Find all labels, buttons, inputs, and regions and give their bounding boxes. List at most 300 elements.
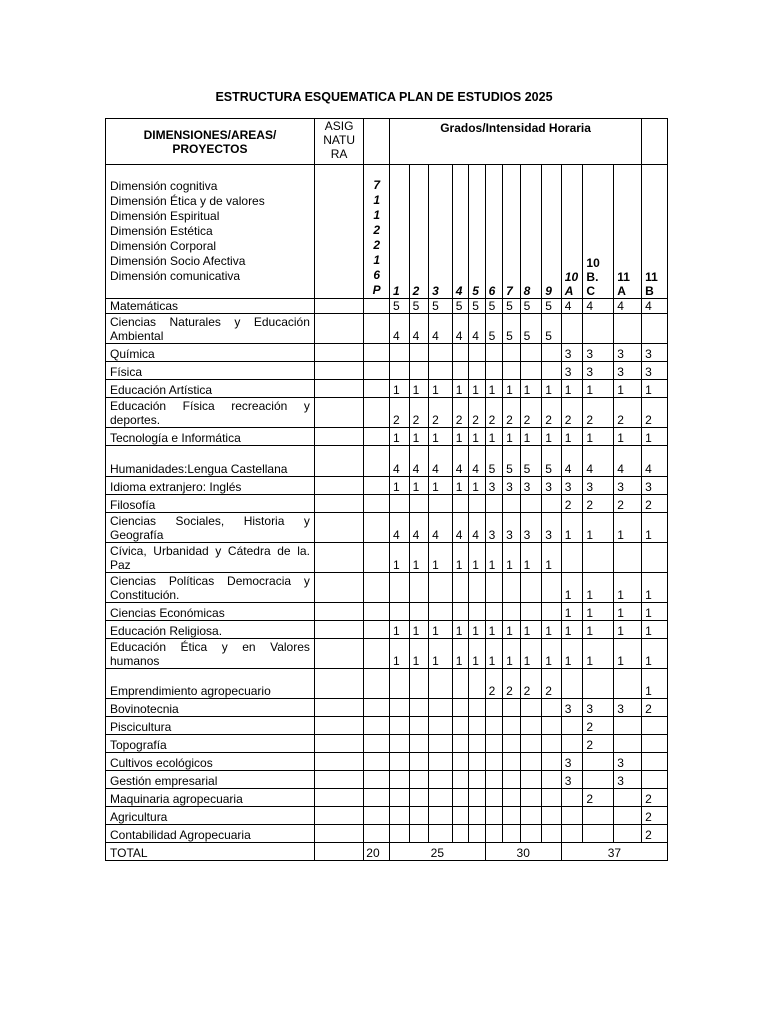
empty-cell — [314, 669, 363, 699]
area-name: Física — [106, 362, 315, 380]
hours-cell — [520, 735, 542, 753]
table-row — [106, 344, 668, 362]
area-name: Ciencias Naturales y Educación Ambiental — [106, 314, 315, 344]
hours-cell: 1 — [561, 573, 583, 603]
area-name: Educación Religiosa. — [106, 621, 315, 639]
hours-cell: 5 — [520, 299, 542, 314]
empty-cell — [364, 771, 390, 789]
hours-cell — [409, 825, 429, 843]
grade-label-part: B. — [586, 270, 599, 284]
hours-cell: 3 — [520, 477, 542, 495]
total-label: TOTAL — [106, 843, 315, 861]
hours-cell — [469, 789, 485, 807]
total-media: 37 — [561, 843, 667, 861]
hours-cell — [409, 717, 429, 735]
hours-cell — [390, 699, 410, 717]
hours-cell: 1 — [469, 639, 485, 669]
hours-cell — [503, 753, 520, 771]
hours-cell — [542, 699, 562, 717]
hours-cell: 1 — [452, 543, 468, 573]
hours-cell — [429, 753, 453, 771]
hours-cell — [542, 753, 562, 771]
hours-cell: 2 — [561, 398, 583, 428]
hours-cell: 2 — [614, 398, 642, 428]
hours-cell: 1 — [561, 639, 583, 669]
header-asignatura-line: ASIG — [324, 119, 354, 133]
empty-cell — [314, 621, 363, 639]
hours-cell: 5 — [520, 314, 542, 344]
empty-cell — [314, 825, 363, 843]
hours-cell — [503, 344, 520, 362]
hours-cell — [583, 753, 614, 771]
area-name: Gestión empresarial — [106, 771, 315, 789]
hours-cell: 1 — [390, 621, 410, 639]
area-name: Emprendimiento agropecuario — [106, 669, 315, 699]
hours-cell: 1 — [520, 380, 542, 398]
hours-cell: 1 — [561, 380, 583, 398]
hours-cell: 4 — [583, 299, 614, 314]
hours-cell — [485, 807, 502, 825]
hours-cell: 1 — [452, 428, 468, 446]
grade-label — [429, 165, 453, 299]
hours-cell: 2 — [583, 717, 614, 735]
hours-cell: 2 — [503, 398, 520, 428]
hours-cell: 1 — [429, 380, 453, 398]
table-row — [106, 362, 668, 380]
hours-cell — [409, 771, 429, 789]
empty-cell — [364, 621, 390, 639]
hours-cell: 1 — [542, 543, 562, 573]
hours-cell: 1 — [583, 513, 614, 543]
hours-cell — [542, 573, 562, 603]
hours-cell — [642, 314, 668, 344]
hours-cell — [390, 344, 410, 362]
hours-cell: 1 — [583, 380, 614, 398]
hours-cell — [452, 669, 468, 699]
hours-cell — [542, 789, 562, 807]
hours-cell: 1 — [503, 543, 520, 573]
hours-cell — [429, 603, 453, 621]
hours-cell: 4 — [390, 446, 410, 477]
hours-cell — [583, 543, 614, 573]
empty-cell — [364, 495, 390, 513]
empty-cell — [314, 771, 363, 789]
hours-cell — [469, 753, 485, 771]
hours-cell: 4 — [469, 314, 485, 344]
hours-cell — [520, 603, 542, 621]
hours-cell: 3 — [542, 477, 562, 495]
hours-cell: 4 — [583, 446, 614, 477]
hours-cell — [561, 807, 583, 825]
dimension-item: Dimensión Ética y de valores — [110, 194, 265, 208]
grade-label-part: 6 — [488, 284, 496, 298]
empty-cell — [364, 807, 390, 825]
hours-cell — [409, 495, 429, 513]
empty-cell — [314, 807, 363, 825]
hours-cell — [542, 717, 562, 735]
hours-cell — [583, 314, 614, 344]
empty-cell — [314, 573, 363, 603]
hours-cell — [429, 789, 453, 807]
grade-label — [583, 165, 614, 299]
table-row — [106, 825, 668, 843]
hours-cell: 4 — [614, 446, 642, 477]
hours-cell: 3 — [542, 513, 562, 543]
hours-cell — [561, 789, 583, 807]
hours-cell: 1 — [520, 543, 542, 573]
hours-cell — [561, 543, 583, 573]
hours-cell — [390, 717, 410, 735]
hours-cell: 3 — [485, 513, 502, 543]
area-name: Contabilidad Agropecuaria — [106, 825, 315, 843]
table-row — [106, 603, 668, 621]
empty-cell — [364, 398, 390, 428]
hours-cell — [390, 603, 410, 621]
hours-cell: 3 — [614, 362, 642, 380]
area-name: Topografía — [106, 735, 315, 753]
hours-cell: 1 — [520, 639, 542, 669]
hours-cell: 3 — [520, 513, 542, 543]
hours-cell: 4 — [409, 446, 429, 477]
hours-cell: 1 — [452, 621, 468, 639]
table-row — [106, 314, 668, 344]
dimensions-list — [106, 165, 315, 299]
hours-cell: 3 — [614, 344, 642, 362]
hours-cell: 3 — [561, 477, 583, 495]
hours-cell — [452, 807, 468, 825]
hours-cell: 3 — [561, 771, 583, 789]
hours-cell — [642, 717, 668, 735]
dimensions-row — [106, 165, 668, 299]
hours-cell: 3 — [614, 753, 642, 771]
hours-cell: 5 — [390, 299, 410, 314]
dimension-hour-value: 6 — [373, 268, 380, 282]
hours-cell: 3 — [614, 699, 642, 717]
grade-label-part: 11 — [617, 270, 630, 284]
hours-cell: 1 — [469, 621, 485, 639]
table-row — [106, 699, 668, 717]
hours-cell: 2 — [485, 398, 502, 428]
hours-cell — [542, 362, 562, 380]
grade-label-part: 10 — [564, 270, 579, 284]
grade-label-part: A — [564, 284, 574, 298]
total-asignatura: 20 — [364, 843, 390, 861]
hours-cell — [542, 344, 562, 362]
empty-cell — [364, 428, 390, 446]
empty-cell — [364, 753, 390, 771]
hours-cell: 1 — [642, 380, 668, 398]
hours-cell — [429, 735, 453, 753]
hours-cell — [409, 573, 429, 603]
hours-cell — [452, 495, 468, 513]
hours-cell: 3 — [614, 477, 642, 495]
grade-label-part: A — [617, 284, 626, 298]
hours-cell — [614, 807, 642, 825]
hours-cell: 3 — [583, 699, 614, 717]
hours-cell: 4 — [409, 513, 429, 543]
hours-cell — [429, 771, 453, 789]
hours-cell — [520, 825, 542, 843]
hours-cell: 1 — [520, 621, 542, 639]
hours-cell — [503, 573, 520, 603]
hours-cell: 5 — [485, 314, 502, 344]
hours-cell — [542, 771, 562, 789]
hours-cell — [452, 717, 468, 735]
hours-cell: 1 — [485, 543, 502, 573]
hours-cell: 1 — [561, 621, 583, 639]
table-row — [106, 380, 668, 398]
grade-label — [642, 165, 668, 299]
hours-cell — [469, 771, 485, 789]
hours-cell: 2 — [520, 398, 542, 428]
hours-cell — [561, 669, 583, 699]
table-row — [106, 513, 668, 543]
hours-cell: 3 — [583, 477, 614, 495]
hours-cell: 1 — [583, 603, 614, 621]
grade-label — [614, 165, 642, 299]
hours-cell: 3 — [561, 362, 583, 380]
area-name: Educación Física recreación y deportes. — [106, 398, 315, 428]
hours-cell: 1 — [429, 543, 453, 573]
hours-cell: 1 — [469, 477, 485, 495]
hours-cell: 3 — [503, 513, 520, 543]
hours-cell: 4 — [452, 513, 468, 543]
hours-cell: 4 — [429, 314, 453, 344]
hours-cell — [642, 771, 668, 789]
hours-cell: 1 — [452, 639, 468, 669]
empty-cell — [364, 639, 390, 669]
hours-cell — [409, 669, 429, 699]
hours-cell — [485, 771, 502, 789]
dimension-hour-value: 1 — [373, 193, 380, 207]
table-row — [106, 735, 668, 753]
empty-cell — [364, 543, 390, 573]
hours-cell — [469, 669, 485, 699]
dimension-hour-value: 1 — [373, 253, 380, 267]
hours-cell: 4 — [429, 513, 453, 543]
grade-label-part: 7 — [506, 284, 513, 298]
hours-cell — [469, 344, 485, 362]
dimensions-asig-cell — [314, 165, 363, 299]
area-name: Idioma extranjero: Inglés — [106, 477, 315, 495]
hours-cell: 1 — [614, 513, 642, 543]
document-title: ESTRUCTURA ESQUEMATICA PLAN DE ESTUDIOS 2025 — [215, 90, 553, 104]
hours-cell — [542, 807, 562, 825]
hours-cell — [583, 669, 614, 699]
grade-label-part: 8 — [523, 284, 531, 298]
hours-cell: 1 — [452, 477, 468, 495]
hours-cell — [429, 669, 453, 699]
hours-cell: 1 — [614, 639, 642, 669]
hours-cell — [452, 344, 468, 362]
hours-cell — [429, 807, 453, 825]
hours-cell: 1 — [642, 428, 668, 446]
hours-cell — [561, 735, 583, 753]
hours-cell: 1 — [429, 639, 453, 669]
hours-cell — [452, 735, 468, 753]
header-grados: Grados/Intensidad Horaria — [390, 119, 642, 165]
empty-cell — [314, 789, 363, 807]
hours-cell: 1 — [561, 603, 583, 621]
hours-cell: 1 — [642, 603, 668, 621]
header-asignatura-line: NATU — [323, 133, 355, 147]
hours-cell: 2 — [503, 669, 520, 699]
area-name: Química — [106, 344, 315, 362]
table-row — [106, 717, 668, 735]
empty-cell — [314, 428, 363, 446]
hours-cell: 4 — [452, 446, 468, 477]
hours-cell: 1 — [390, 477, 410, 495]
table-row — [106, 753, 668, 771]
hours-cell: 2 — [642, 789, 668, 807]
hours-cell: 2 — [583, 735, 614, 753]
hours-cell: 1 — [390, 543, 410, 573]
area-name: Ciencias Políticas Democracia y Constitución. — [106, 573, 315, 603]
hours-cell: 2 — [485, 669, 502, 699]
hours-cell: 3 — [561, 344, 583, 362]
hours-cell — [409, 699, 429, 717]
empty-cell — [314, 477, 363, 495]
hours-cell — [429, 825, 453, 843]
hours-cell — [561, 825, 583, 843]
grade-label — [503, 165, 520, 299]
hours-cell — [409, 753, 429, 771]
dimension-item: Dimensión Estética — [110, 224, 213, 238]
hours-cell: 1 — [469, 543, 485, 573]
dimension-hours — [364, 165, 390, 299]
hours-cell — [520, 771, 542, 789]
hours-cell: 5 — [452, 299, 468, 314]
table-row — [106, 789, 668, 807]
empty-cell — [314, 344, 363, 362]
hours-cell: 1 — [542, 621, 562, 639]
area-name: Bovinotecnia — [106, 699, 315, 717]
grade-label-part: 5 — [472, 284, 479, 298]
table-row — [106, 428, 668, 446]
hours-cell — [614, 789, 642, 807]
header-dimensiones-line: DIMENSIONES/AREAS/ — [143, 127, 277, 142]
hours-cell — [485, 753, 502, 771]
hours-cell — [390, 789, 410, 807]
empty-cell — [364, 299, 390, 314]
empty-cell — [364, 314, 390, 344]
empty-cell — [314, 699, 363, 717]
table-row — [106, 771, 668, 789]
dimension-item: Dimensión cognitiva — [110, 179, 218, 193]
empty-cell — [314, 398, 363, 428]
hours-cell: 1 — [520, 428, 542, 446]
area-name: Educación Ética y en Valores humanos — [106, 639, 315, 669]
area-name: Matemáticas — [106, 299, 315, 314]
hours-cell — [503, 495, 520, 513]
hours-cell: 1 — [503, 639, 520, 669]
hours-cell — [452, 362, 468, 380]
hours-cell — [520, 807, 542, 825]
hours-cell: 1 — [429, 621, 453, 639]
hours-cell — [452, 753, 468, 771]
hours-cell — [485, 603, 502, 621]
empty-cell — [364, 825, 390, 843]
hours-cell: 1 — [485, 428, 502, 446]
hours-cell: 3 — [642, 362, 668, 380]
grade-label-part: 9 — [545, 284, 552, 298]
empty-cell — [364, 669, 390, 699]
hours-cell — [520, 699, 542, 717]
hours-cell: 1 — [503, 621, 520, 639]
hours-cell: 1 — [452, 380, 468, 398]
hours-cell: 2 — [642, 807, 668, 825]
hours-cell: 1 — [542, 428, 562, 446]
hours-cell: 1 — [469, 428, 485, 446]
hours-cell: 2 — [642, 825, 668, 843]
hours-cell — [390, 669, 410, 699]
hours-cell — [469, 573, 485, 603]
hours-cell: 2 — [583, 495, 614, 513]
grade-label-part: B — [645, 284, 654, 298]
grade-label — [469, 165, 485, 299]
dimension-hour-value: 2 — [373, 223, 380, 237]
hours-cell: 1 — [485, 621, 502, 639]
hours-cell: 4 — [614, 299, 642, 314]
hours-cell: 5 — [503, 299, 520, 314]
table-row — [106, 573, 668, 603]
hours-cell: 1 — [561, 428, 583, 446]
hours-cell — [520, 753, 542, 771]
hours-cell: 2 — [390, 398, 410, 428]
hours-cell — [485, 789, 502, 807]
hours-cell — [469, 735, 485, 753]
hours-cell: 5 — [542, 314, 562, 344]
empty-cell — [364, 477, 390, 495]
hours-cell: 2 — [583, 398, 614, 428]
hours-cell: 2 — [642, 699, 668, 717]
hours-cell — [469, 825, 485, 843]
hours-cell: 3 — [583, 362, 614, 380]
hours-cell: 3 — [583, 344, 614, 362]
hours-cell: 1 — [409, 621, 429, 639]
empty-cell — [364, 380, 390, 398]
hours-cell — [503, 717, 520, 735]
empty-cell — [314, 513, 363, 543]
hours-cell — [429, 717, 453, 735]
hours-cell — [520, 495, 542, 513]
hours-cell — [583, 825, 614, 843]
hours-cell — [520, 362, 542, 380]
empty-cell — [364, 717, 390, 735]
hours-cell: 3 — [614, 771, 642, 789]
hours-cell — [614, 314, 642, 344]
hours-cell — [520, 573, 542, 603]
table-row — [106, 299, 668, 314]
table-row — [106, 669, 668, 699]
hours-cell: 4 — [469, 513, 485, 543]
hours-cell — [452, 699, 468, 717]
hours-cell — [503, 807, 520, 825]
hours-cell: 1 — [390, 380, 410, 398]
hours-cell — [409, 735, 429, 753]
hours-cell — [503, 603, 520, 621]
hours-cell: 1 — [409, 428, 429, 446]
dimension-hour-value: 1 — [373, 208, 380, 222]
hours-cell: 1 — [614, 621, 642, 639]
hours-cell: 1 — [614, 428, 642, 446]
grade-label — [452, 165, 468, 299]
empty-cell — [364, 789, 390, 807]
empty-cell — [314, 603, 363, 621]
hours-cell — [614, 543, 642, 573]
hours-cell — [503, 735, 520, 753]
hours-cell — [452, 789, 468, 807]
